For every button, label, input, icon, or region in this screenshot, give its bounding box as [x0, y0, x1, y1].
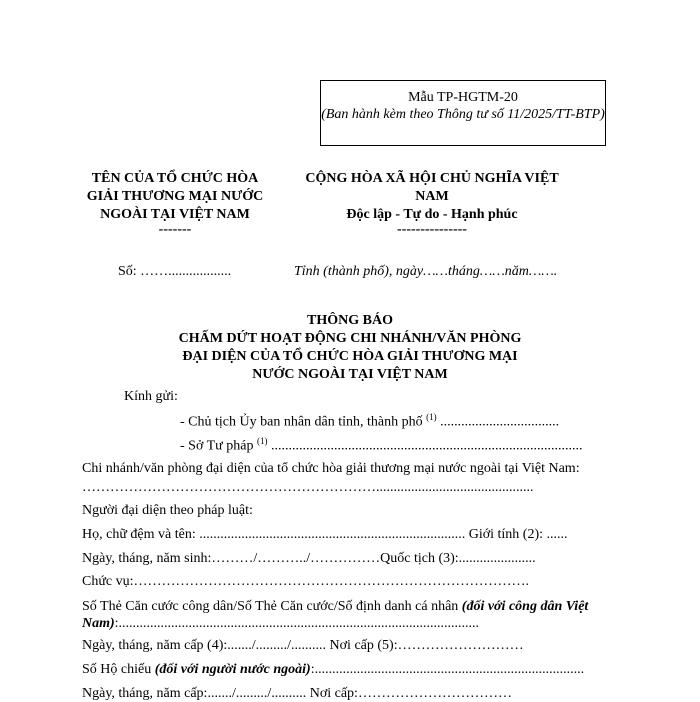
motto: Độc lập - Tự do - Hạnh phúc	[346, 207, 518, 222]
id-line	[82, 598, 642, 632]
org-divider: -------	[158, 222, 192, 237]
title-line-2: CHẤM DỨT HOẠT ĐỘNG CHI NHÁNH/VĂN PHÒNG	[178, 331, 522, 346]
greeting: Kính gửi:	[124, 389, 178, 404]
recipient-1-dots: ..................................	[440, 414, 560, 430]
form-issued-by: (Ban hành kèm theo Thông tư số 11/2025/TT-BTP)	[321, 107, 605, 122]
title-line-3: ĐẠI DIỆN CỦA TỔ CHỨC HÒA GIẢI THƯƠNG MẠI	[182, 349, 518, 364]
passport-issue-line: Ngày, tháng, năm cấp:......./........./.......... Nơi cấp:……………………………	[82, 686, 512, 701]
motto-divider: ---------------	[397, 222, 467, 237]
header-left	[70, 170, 280, 236]
recipient-1-label: - Chủ tịch Ủy ban nhân dân tỉnh, thành phố	[180, 414, 423, 430]
recipient-2	[180, 436, 582, 455]
place-date: Tỉnh (thành phố), ngày……tháng……năm…….	[294, 264, 558, 279]
title-line-1: THÔNG BÁO	[307, 313, 393, 328]
id-issue-line: Ngày, tháng, năm cấp (4):......./........./.......... Nơi cấp (5):………………………	[82, 638, 524, 653]
document-title	[60, 312, 640, 384]
id-note: (đối với công dân Việt Nam)	[82, 599, 589, 631]
name-line: Họ, chữ đệm và tên: ............................................................................ Giới tính (2): ......	[82, 527, 568, 542]
passport-label: Số Hộ chiếu	[82, 662, 152, 677]
country-name: CỘNG HÒA XÃ HỘI CHỦ NGHĨA VIỆT NAM	[305, 171, 559, 204]
recipient-1	[180, 412, 559, 431]
id-dots: :.......................................................................................................	[114, 616, 480, 631]
recipient-2-dots: .........................................................................................	[270, 438, 583, 454]
form-code: Mẫu TP-HGTM-20	[408, 90, 518, 105]
header-right	[282, 170, 582, 236]
passport-dots: :.............................................................................	[310, 662, 585, 677]
org-name: TÊN CỦA TỔ CHỨC HÒA GIẢI THƯƠNG MẠI NƯỚC NGOÀI TẠI VIỆT NAM	[86, 171, 264, 222]
title-line-4: NƯỚC NGOÀI TẠI VIỆT NAM	[252, 367, 448, 382]
passport-line	[82, 662, 584, 678]
recipient-2-label: - Sở Tư pháp	[180, 438, 254, 454]
position-line: Chức vụ:………………………………………………………………………….	[82, 574, 530, 589]
recipient-2-note: (1)	[256, 436, 268, 446]
recipient-1-note: (1)	[426, 412, 437, 422]
branch-dots: ……………………………………………………….............................................	[82, 480, 534, 495]
branch-label: Chi nhánh/văn phòng đại diện của tổ chức hòa giải thương mại nước ngoài tại Việt Nam:	[82, 461, 580, 476]
document-number: Số: ……..................	[118, 264, 232, 279]
passport-note: (đối với người nước ngoài)	[154, 662, 311, 677]
id-label: Số Thẻ Căn cước công dân/Số Thẻ Căn cước/Số định danh cá nhân	[82, 599, 459, 614]
legal-rep-heading: Người đại diện theo pháp luật:	[82, 503, 253, 518]
dob-line: Ngày, tháng, năm sinh:………/………../……………Quốc tịch (3):......................	[82, 551, 536, 566]
form-code-box	[320, 80, 606, 146]
